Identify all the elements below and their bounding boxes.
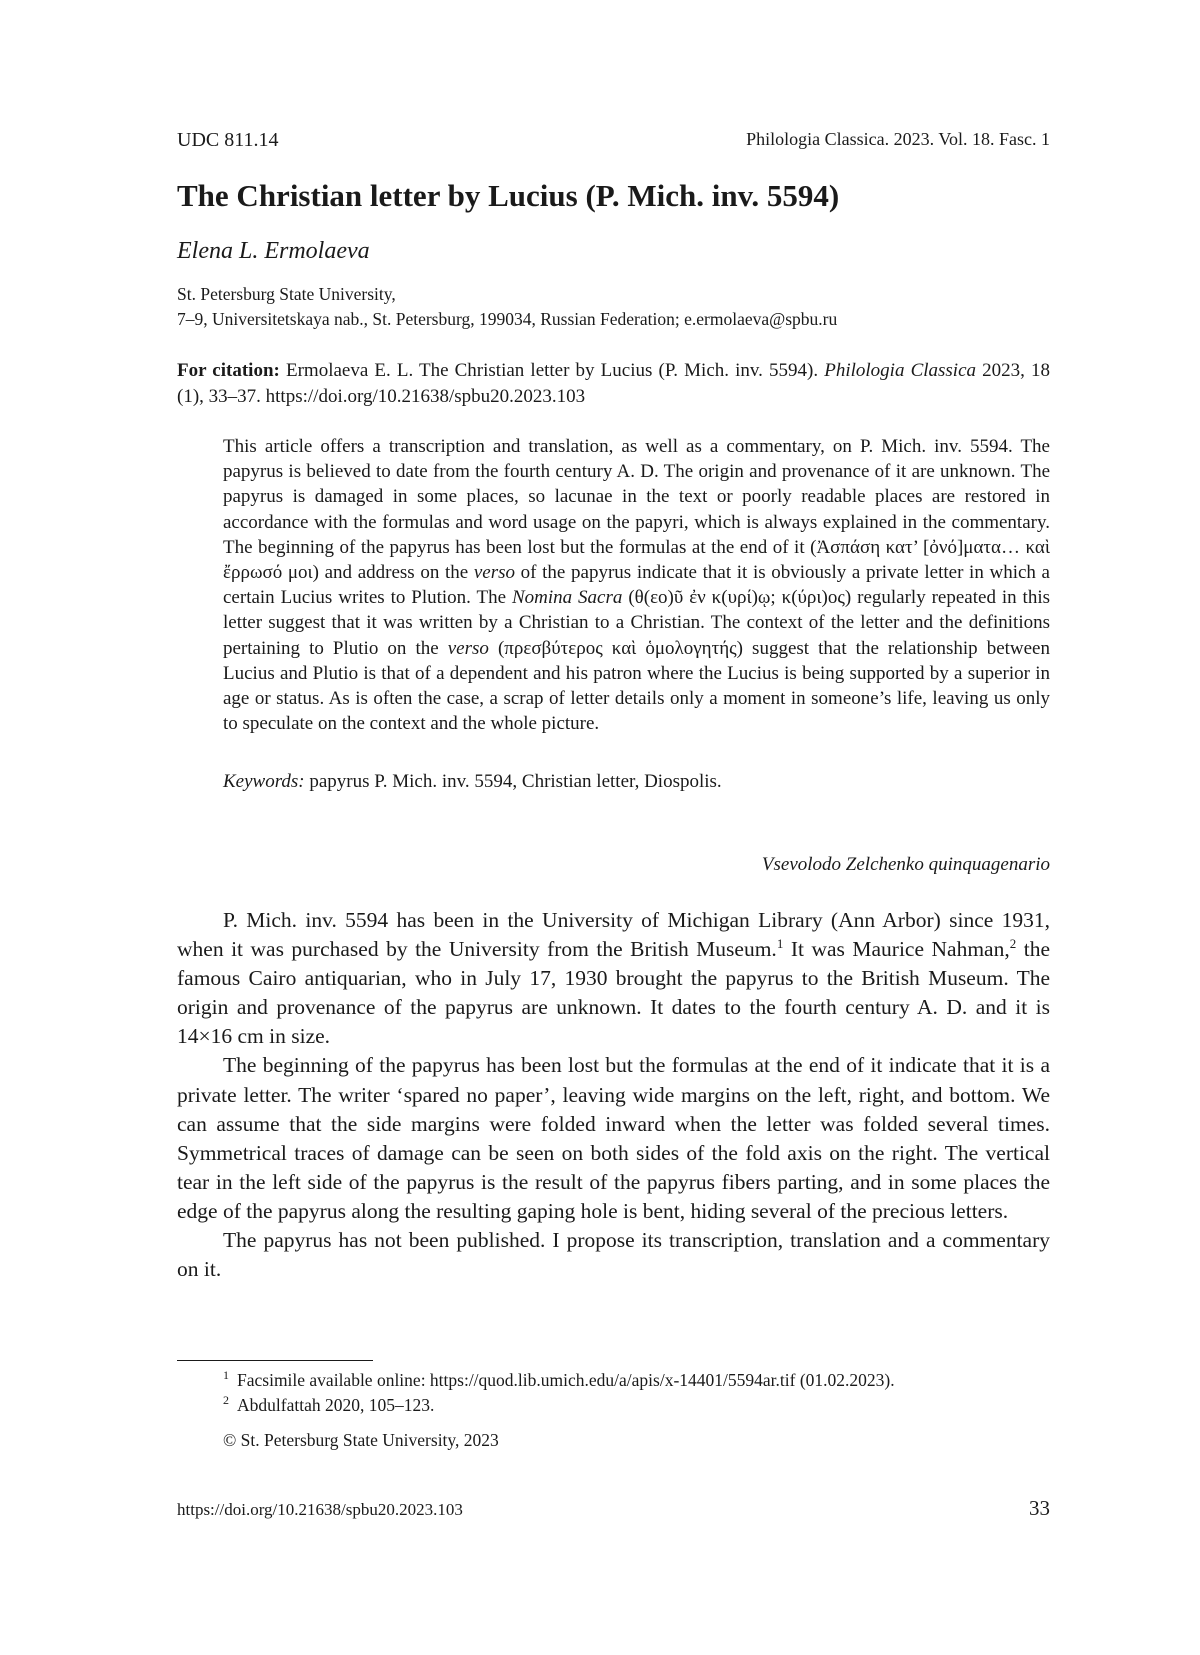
footnotes (223, 1368, 895, 1418)
author-name: Elena L. Ermolaeva (177, 238, 370, 264)
article-title: The Christian letter by Lucius (P. Mich. inv. 5594) (177, 178, 840, 213)
footnote-ref-1[interactable]: 1 (776, 935, 784, 951)
journal-reference: Philologia Classica. 2023. Vol. 18. Fasc. 1 (746, 129, 1050, 149)
keywords-text: papyrus P. Mich. inv. 5594, Christian letter, Diospolis. (309, 771, 722, 792)
footnote-item (223, 1393, 895, 1418)
abstract-text-2: of the papyrus indicate that it is obviously a private letter in which a certain Lucius writes to Plution. The (223, 562, 1050, 609)
body-paragraph: The papyrus has not been published. I propose its transcription, translation and a commentary on it. (177, 1228, 1050, 1282)
body-paragraph: The beginning of the papyrus has been lost but the formulas at the end of it indicate that it is a private letter. The writer ‘spared no paper’, leaving wide margins on the left, right, and bottom. We can assume that the side margins were folded inward when the letter was folded several times. Symmetrical traces of damage can be seen on both sides of the fold axis on the right. The vertical tear in the left side of the papyrus is the result of the papyrus fibers parting, and in some places the edge of the papyrus along the resulting gaping hole is bent, hiding several of the precious letters. (177, 1053, 1050, 1223)
footer-doi-link[interactable]: https://doi.org/10.21638/spbu20.2023.103 (177, 1500, 463, 1519)
article-body (177, 906, 1050, 1284)
affiliation-line-1: St. Petersburg State University, (177, 284, 396, 304)
author-affiliation (177, 282, 837, 332)
footnote-item (223, 1368, 895, 1393)
keywords (223, 771, 722, 793)
footnote-divider (177, 1360, 373, 1361)
abstract-verso-1: verso (473, 562, 516, 584)
abstract-nomina-sacra: Nomina Sacra (511, 587, 623, 609)
body-text: P. Mich. inv. 5594 has been in the University of Michigan Library (Ann Arbor) since 1931, when it was purchased by the University from the British Museum. (177, 908, 1050, 962)
abstract-verso-2: verso (447, 637, 489, 659)
footnote-number: 1 (223, 1368, 229, 1383)
abstract-text-1: This article offers a transcription and translation, as well as a commentary, on P. Mich. inv. 5594. The papyrus is believed to date from the fourth century A. D. The origin and provenance of it are unknown. The papyrus is damaged in some places, so lacunae in the text or poorly readable places are restored in accordance with the formulas and word usage on the papyri, which is always explained in the commentary. The beginning of the papyrus has been lost but the formulas at the end of it (Ἀσπάση κατ’ [ὀνό]ματα… καὶ ἔρρωσό μοι) and address on the (223, 436, 1050, 584)
footnote-number: 2 (223, 1393, 229, 1408)
footnote-ref-2[interactable]: 2 (1009, 935, 1017, 951)
citation-block (177, 358, 1050, 410)
abstract-text-3: (θ(εο)ῦ ἐν κ(υρί)ῳ; κ(ύρι)ος) regularly repeated in this letter suggest that it was written by a Christian to a Christian. The context of the letter and the definitions pertaining to Plutio on the (223, 587, 1051, 659)
citation-label: For citation: (177, 360, 280, 381)
footnote-text: Facsimile available online: https://quod.lib.umich.edu/a/apis/x-14401/5594ar.tif (01.02.2023). (237, 1370, 895, 1390)
copyright-notice: © St. Petersburg State University, 2023 (223, 1430, 499, 1450)
dedication: Vsevolodo Zelchenko quinquagenario (761, 854, 1050, 875)
citation-journal: Philologia Classica (824, 360, 977, 381)
abstract-text-4: (πρεσβύτερος καὶ ὁμολογητής) suggest that the relationship between Lucius and Plutio is that of a dependent and his patron where the Lucius is being supported by a superior in age or status. As is often the case, a scrap of letter details only a moment in someone’s life, leaving us only to speculate on the context and the whole picture. (223, 637, 1050, 735)
citation-details: 2023, 18 (1), 33–37. https://doi.org/10.21638/spbu20.2023.103 (177, 360, 1051, 407)
udc-code: UDC 811.14 (177, 129, 279, 151)
affiliation-line-2: 7–9, Universitetskaya nab., St. Petersburg, 199034, Russian Federation; e.ermolaeva@spbu.ru (177, 309, 838, 329)
body-text: It was Maurice Nahman, (790, 937, 1010, 962)
abstract (223, 434, 1050, 736)
body-paragraph (177, 906, 1050, 1051)
citation-text: Ermolaeva E. L. The Christian letter by Lucius (P. Mich. inv. 5594). (285, 360, 819, 381)
body-text: the famous Cairo antiquarian, who in July 17, 1930 brought the papyrus to the British Museum. The origin and provenance of the papyrus are unknown. It dates to the fourth century A. D. and it is 14×16 cm in size. (177, 937, 1050, 1049)
footnote-text: Abdulfattah 2020, 105–123. (237, 1395, 435, 1415)
page-number: 33 (1029, 1496, 1050, 1520)
keywords-label: Keywords: (223, 771, 305, 792)
